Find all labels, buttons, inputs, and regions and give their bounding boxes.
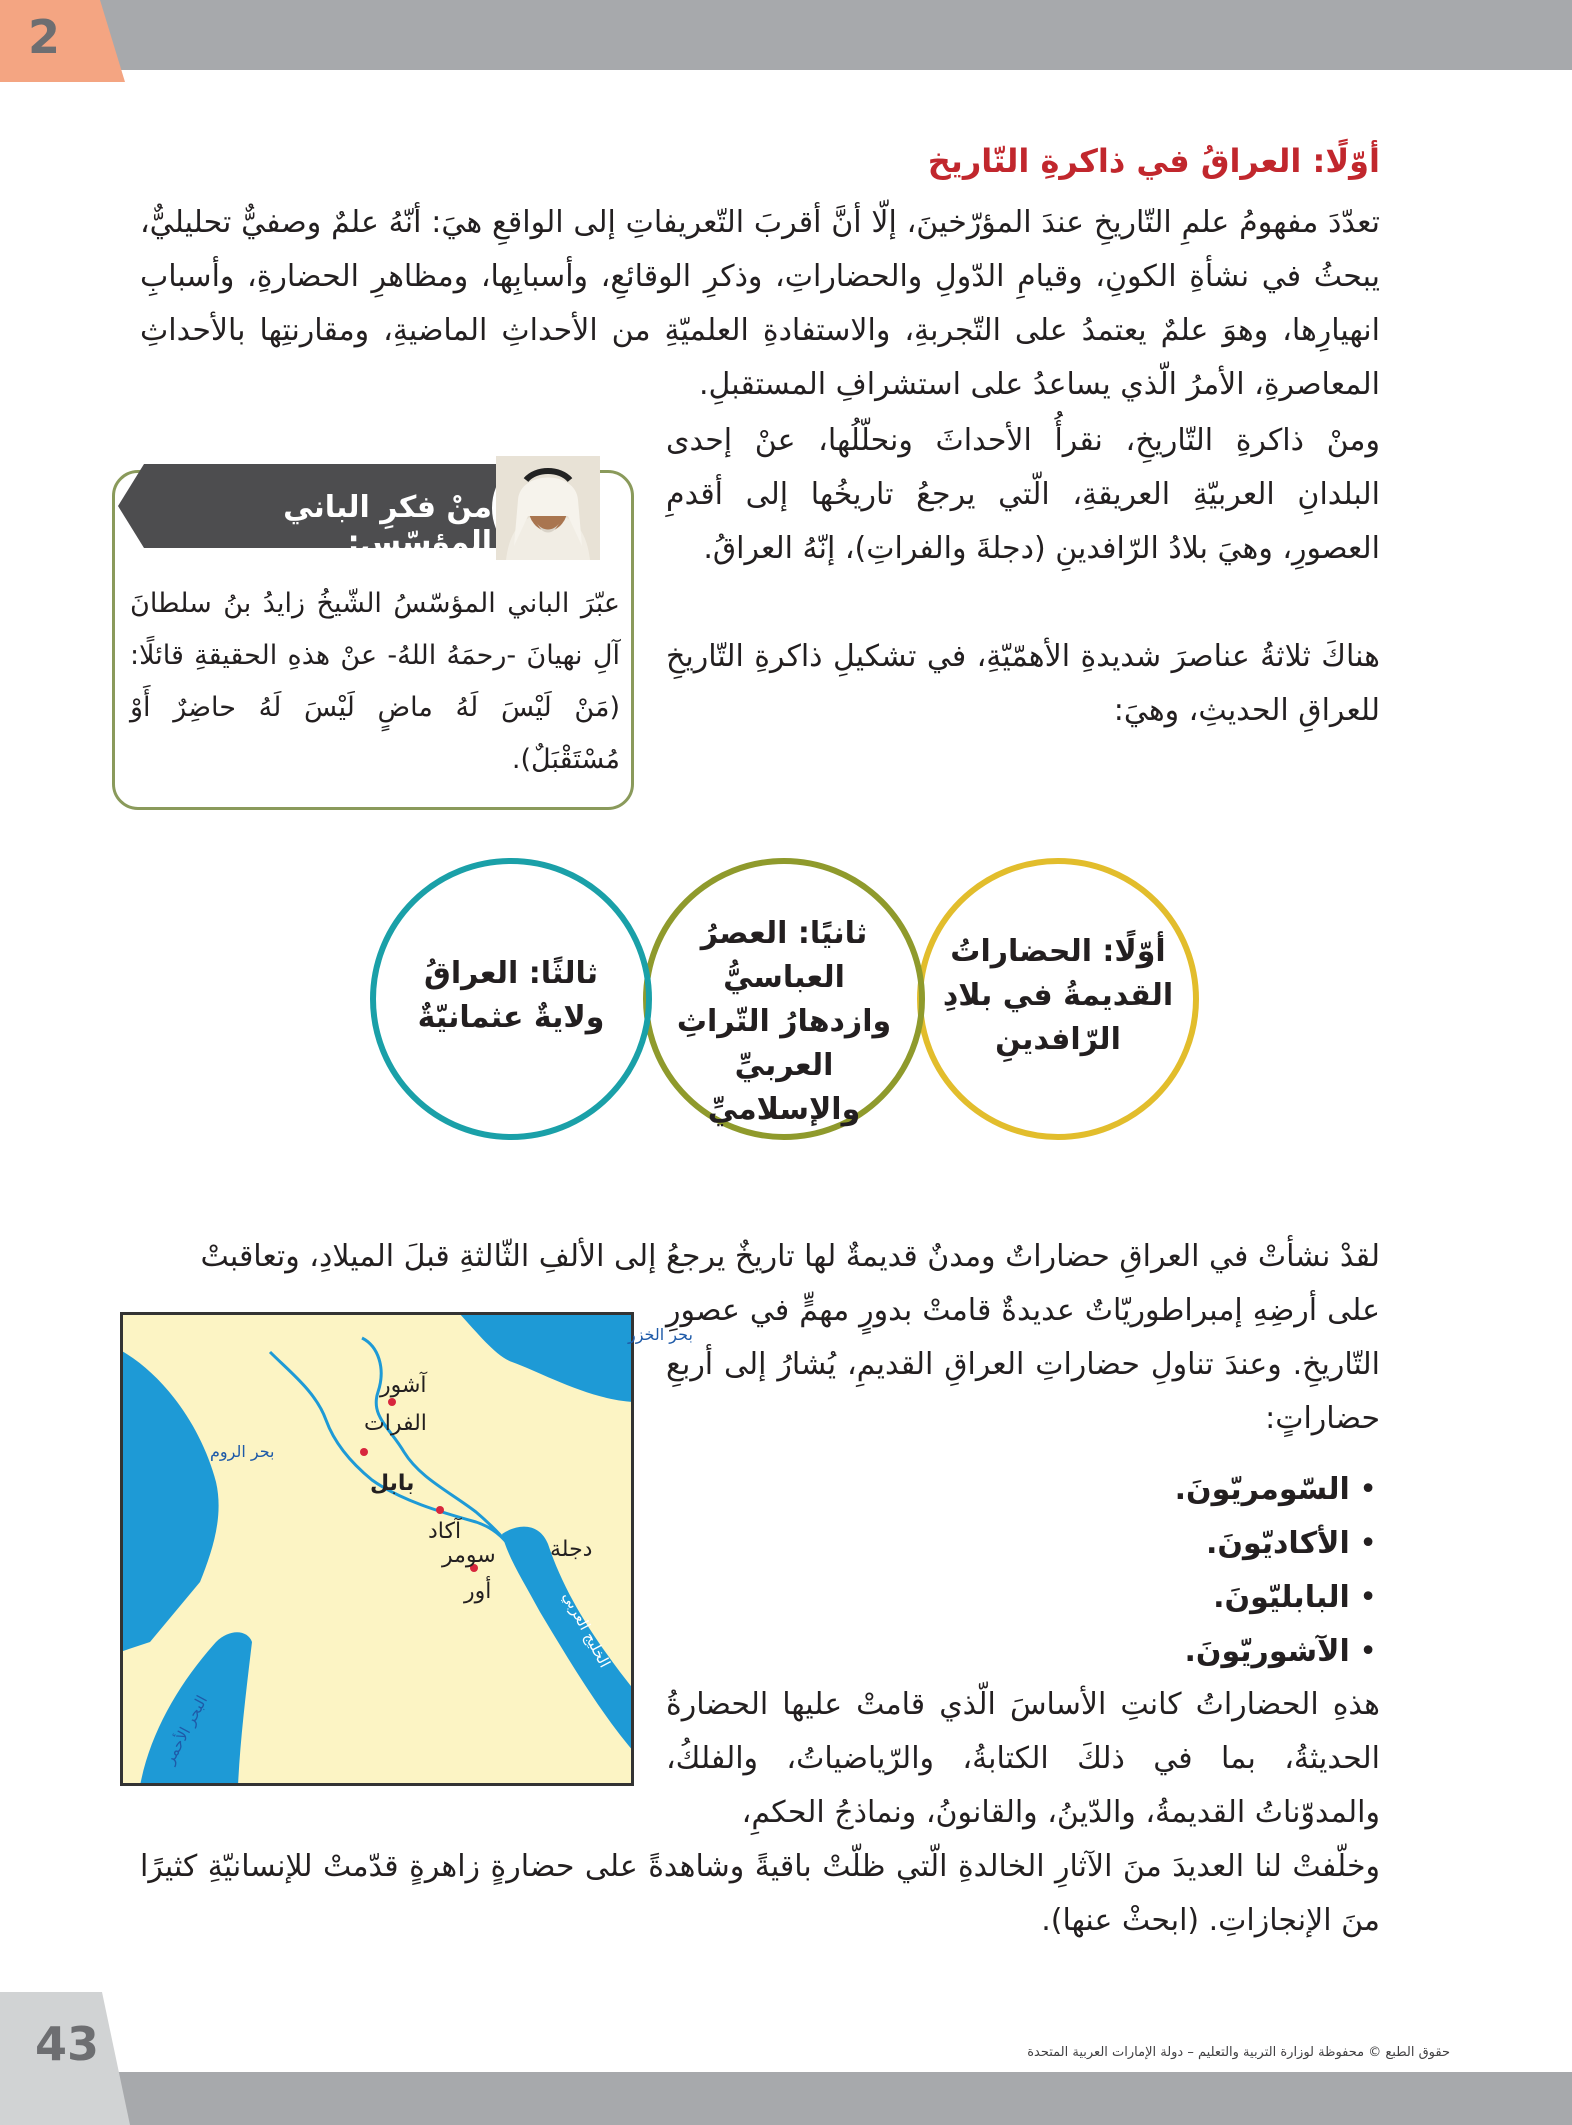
section-title: أوّلًا: العراقُ في ذاكرةِ التّاريخ xyxy=(927,142,1380,180)
page-number: 43 xyxy=(35,2017,100,2071)
babylon-city-marker xyxy=(360,1448,368,1456)
element-label-1: أوّلًا: الحضاراتُ القديمةُ في بلادِ الرّافدينِ xyxy=(942,934,1174,1057)
civilizations-intro: لقدْ نشأتْ في العراقِ حضاراتٌ ومدنٌ قديمةٌ لها تاريخٌ يرجعُ إلى الألفِ الثّالثةِ قبلَ الميلادِ، وتعاقبتْ xyxy=(200,1239,1380,1274)
label-caspian: بحر الخزر xyxy=(628,1325,693,1344)
bottom-bar xyxy=(0,2072,1572,2125)
akkad-city-marker xyxy=(436,1506,444,1514)
label-babylon: بابل xyxy=(370,1471,415,1496)
civilizations-legacy: هذهِ الحضاراتُ كانتِ الأساسَ الّذي قامتْ عليها الحضارةُ الحديثةُ، بما في ذلكَ الكتابةُ، والرّياضياتُ، والفلكُ، والمدوّناتُ القديمةُ، والدّينُ، والقانونُ، ونماذجُ الحكمِ، xyxy=(666,1687,1380,1830)
civilizations-list xyxy=(957,1463,1377,1679)
civilizations-conclusion: وخلّفتْ لنا العديدَ منَ الآثارِ الخالدةِ الّتي ظلّتْ باقيةً وشاهدةً على حضارةٍ زاهرةٍ قدّمتْ للإنسانيّةِ كثيرًا منَ الإنجازاتِ. (ابحثْ عنها). xyxy=(140,1849,1380,1938)
element-label-3: ثالثًا: العراقُ ولايةٌ عثمانيّةٌ xyxy=(417,956,605,1035)
elements-intro: هناكَ ثلاثةُ عناصرَ شديدةِ الأهمّيّةِ، في تشكيلِ ذاكرةِ التّاريخِ للعراقِ الحديثِ، وهيَ: xyxy=(666,639,1380,728)
top-bar xyxy=(0,0,1572,70)
list-item: • البابليّونَ. xyxy=(957,1571,1377,1625)
civilizations-intro-rest: على أرضِهِ إمبراطوريّاتٌ عديدةٌ قامتْ بدورٍ مهمٍّ في عصورِ التّاريخِ. وعندَ تناولِ حضاراتِ العراقِ القديمِ، يُشارُ إلى أربعِ حضاراتٍ: xyxy=(666,1293,1380,1436)
ashur-city-marker xyxy=(388,1398,396,1406)
founder-portrait xyxy=(492,452,604,564)
copyright-notice: حقوق الطبع © محفوظة لوزارة التربية والتعليم – دولة الإمارات العربية المتحدة xyxy=(1027,2045,1450,2060)
label-sumer: سومر xyxy=(442,1543,496,1568)
quote-text: عبّرَ الباني المؤسّسُ الشّيخُ زايدُ بنُ سلطانَ آلِ نهيانَ -رحمَهُ اللهُ- عنْ هذهِ الحقيقةِ قائلًا: (مَنْ لَيْسَ لَهُ ماضٍ لَيْسَ لَهُ حاضِرٌ أَوْ مُسْتَقْبَلٌ). xyxy=(130,588,620,775)
chapter-number: 2 xyxy=(28,10,61,64)
iraq-paragraph: ومنْ ذاكرةِ التّاريخِ، نقرأُ الأحداثَ ونحلّلُها، عنْ إحدى البلدانِ العربيّةِ العريقةِ، الّتي يرجعُ تاريخُها إلى أقدمِ العصورِ، وهيَ بلادُ الرّافدينِ (دجلةَ والفراتِ)، إنّهُ العراقُ. xyxy=(666,423,1380,566)
label-ur: أور xyxy=(464,1579,492,1604)
label-red-sea: البحر الأحمر xyxy=(160,1692,212,1767)
list-item: • الآشوريّونَ. xyxy=(957,1625,1377,1679)
element-label-2: ثانيًا: العصرُ العباسيُّ وازدهارُ التّراثِ العربيِّ والإسلاميِّ xyxy=(676,916,892,1127)
intro-paragraph: تعدّدَ مفهومُ علمِ التّاريخِ عندَ المؤرّخينَ، إلّا أنَّ أقربَ التّعريفاتِ إلى الواقعِ هيَ: أنّهُ علمٌ وصفيٌّ تحليليٌّ، يبحثُ في نشأةِ الكونِ، وقيامِ الدّولِ والحضاراتِ، وذكرِ الوقائعِ، وأسبابِها، ومظاهرِ الحضارةِ، وأسبابِ انهيارِها، وهوَ علمٌ يعتمدُ على التّجربةِ، والاستفادةِ العلميّةِ من الأحداثِ الماضيةِ، ومقارنتِها بالأحداثِ المعاصرةِ، الأمرُ الّذي يساعدُ على استشرافِ المستقبلِ. xyxy=(140,205,1380,402)
label-gulf: الخليج العربي xyxy=(558,1588,614,1671)
ancient-iraq-map xyxy=(120,1312,693,1786)
quote-title: منْ فكرِ الباني المؤسّسِ: xyxy=(283,490,492,560)
label-mediterranean: بحر الروم xyxy=(210,1442,275,1461)
label-ashur: آشور xyxy=(380,1373,427,1398)
label-tigris: دجلة xyxy=(550,1537,593,1562)
list-item: • الأكاديّونَ. xyxy=(957,1517,1377,1571)
label-akkad: آكاد xyxy=(428,1519,462,1544)
label-euphrates: الفرات xyxy=(364,1411,427,1436)
list-item: • السّومريّونَ. xyxy=(957,1463,1377,1517)
